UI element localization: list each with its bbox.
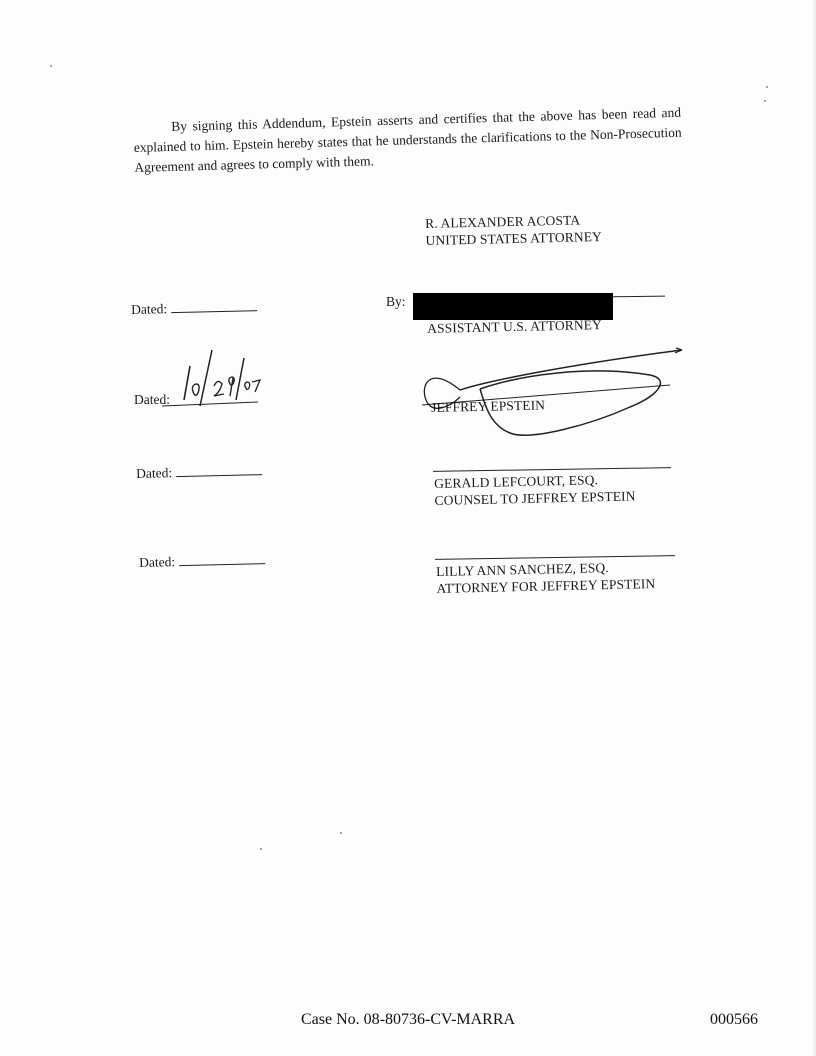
date-blank bbox=[171, 310, 257, 313]
handwritten-date-graphic bbox=[170, 348, 270, 408]
scan-speck bbox=[260, 848, 262, 850]
epstein-signature-graphic bbox=[420, 345, 690, 445]
lefcourt-signature-line bbox=[433, 467, 671, 472]
case-number: Case No. 08-80736-CV-MARRA bbox=[301, 1011, 516, 1028]
us-attorney-title: UNITED STATES ATTORNEY bbox=[425, 228, 603, 248]
dated-label: Dated: bbox=[134, 392, 170, 407]
us-attorney-name: R. ALEXANDER ACOSTA bbox=[425, 212, 581, 231]
lefcourt-name: GERALD LEFCOURT, ESQ. bbox=[434, 472, 599, 491]
lefcourt-title: COUNSEL TO JEFFREY EPSTEIN bbox=[434, 488, 636, 508]
addendum-paragraph: By signing this Addendum, Epstein asserts and certifies that the above has been read and explained to him. Epstein hereby states that he understands the clarifications to the Non-Prosecution Agreement and agrees to comply with them. bbox=[133, 104, 682, 175]
dated-line-1 bbox=[131, 299, 257, 318]
date-blank bbox=[179, 563, 265, 566]
scan-edge-shadow bbox=[812, 0, 816, 1056]
sanchez-title: ATTORNEY FOR JEFFREY EPSTEIN bbox=[436, 576, 656, 596]
page-number: 000566 bbox=[710, 1011, 758, 1028]
dated-line-3 bbox=[136, 463, 262, 482]
dated-label: Dated: bbox=[131, 301, 168, 317]
scan-speck bbox=[766, 86, 768, 88]
sanchez-block bbox=[436, 558, 655, 597]
us-attorney-block bbox=[425, 211, 602, 249]
scan-speck bbox=[50, 65, 52, 67]
date-blank bbox=[176, 474, 262, 477]
sanchez-name: LILLY ANN SANCHEZ, ESQ. bbox=[436, 560, 609, 579]
dated-label: Dated: bbox=[139, 554, 176, 570]
dated-label: Dated: bbox=[136, 465, 173, 481]
lefcourt-block bbox=[434, 470, 636, 509]
by-label: By: bbox=[386, 294, 406, 309]
dated-line-4 bbox=[139, 552, 265, 571]
scan-speck bbox=[340, 832, 342, 834]
assistant-title: ASSISTANT U.S. ATTORNEY bbox=[427, 317, 603, 336]
scan-speck bbox=[764, 100, 766, 102]
epstein-name: JEFFREY EPSTEIN bbox=[431, 397, 546, 415]
